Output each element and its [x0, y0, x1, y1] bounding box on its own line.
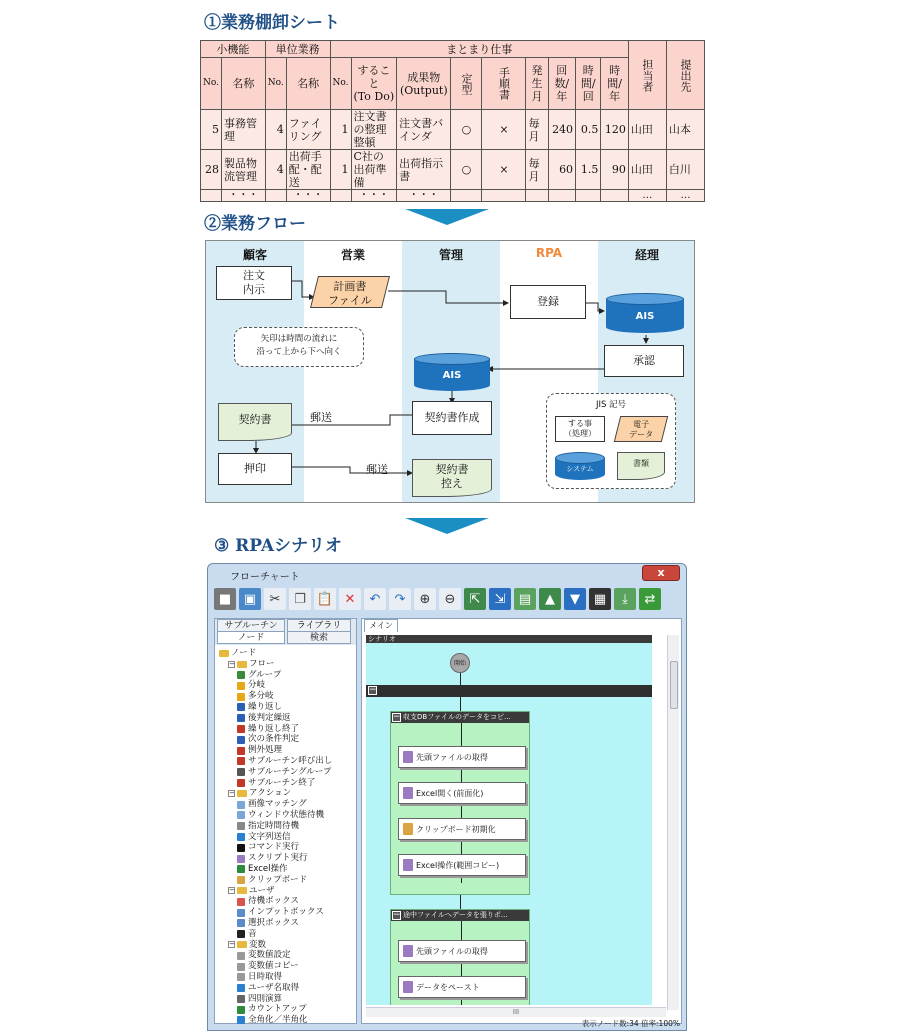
node-type-icon [237, 963, 245, 971]
cell-no1: 28 [201, 150, 222, 190]
clipboard-icon [403, 823, 413, 835]
tree-item[interactable] [219, 1004, 332, 1015]
delete-icon[interactable]: ✕ [339, 588, 361, 610]
tree-item[interactable] [219, 799, 332, 810]
tree-item-label: コマンド実行 [248, 842, 300, 853]
collapse-icon[interactable]: − [369, 685, 377, 695]
tree-folder[interactable] [219, 648, 332, 659]
flowchart-canvas[interactable] [366, 635, 652, 1005]
node-type-icon [237, 995, 245, 1003]
node-type-icon [237, 844, 245, 852]
node-type-icon [237, 714, 245, 722]
node-ais-accounting: AIS [606, 293, 684, 333]
tree-item-label: 音 [248, 928, 257, 939]
node-get-first-file-2[interactable]: 先頭ファイルの取得 [398, 940, 526, 962]
cell-name2: ファイリング [286, 110, 330, 150]
tab-library[interactable]: ライブラリ [287, 619, 351, 632]
lane-admin: 管理 [438, 248, 463, 262]
window-titlebar[interactable] [208, 564, 686, 584]
group-title: 途中ファイルへデータを張りポ... [391, 910, 529, 921]
node-tree [219, 648, 332, 1026]
group-title: 収支DBファイルのデータをコピ... [391, 712, 529, 723]
image-icon[interactable]: ▣ [239, 588, 261, 610]
window-title: フローチャート [230, 572, 300, 583]
node-type-icon [237, 725, 245, 733]
tree-item-label: 指定時間待機 [248, 820, 300, 831]
cell-output: 出荷指示書 [397, 150, 451, 190]
lane-customer: 顧客 [242, 248, 267, 262]
node-create-contract: 契約書作成 [412, 401, 492, 435]
cell-todo: 注文書の整理整頓 [351, 110, 397, 150]
down-arrow-1 [405, 209, 489, 225]
th-submit-to: 提出先 [666, 41, 704, 110]
tree-item-label: グループ [248, 669, 282, 680]
node-contract-copy: 契約書 控え [412, 459, 492, 497]
tree-folder[interactable] [219, 886, 332, 897]
node-excel-copy-range[interactable]: Excel操作(範囲コピー) [398, 854, 526, 876]
tree-item-label: 選択ボックス [248, 917, 299, 928]
edge-label-send-2: 郵送 [366, 463, 388, 476]
cell-output: 注文書バインダ [397, 110, 451, 150]
script-icon [403, 981, 413, 993]
tree-item[interactable] [219, 810, 332, 821]
node-type-icon [237, 703, 245, 711]
cell-month: 毎月 [526, 150, 548, 190]
th-unit-task: 単位業務 [265, 41, 330, 58]
tree-item-label: 分岐 [248, 680, 266, 691]
business-flow-diagram [205, 240, 695, 503]
tree-item[interactable] [219, 983, 332, 994]
paste-icon[interactable]: 📋 [314, 588, 336, 610]
th-manual: 手順書 [482, 58, 526, 110]
tree-folder[interactable] [219, 788, 332, 799]
tree-item-label: クリップボード [248, 874, 308, 885]
section-title-inventory: ①業務棚卸シート [204, 13, 340, 33]
tree-item-label: 繰り返し [248, 701, 283, 712]
cell-no3: 1 [330, 150, 351, 190]
tree-item[interactable] [219, 950, 332, 961]
node-type-icon [237, 693, 245, 701]
cell-routine: ○ [451, 150, 482, 190]
cell-submit-to: 白川 [666, 150, 704, 190]
th-hours-year: 時間/年 [601, 58, 629, 110]
tree-item[interactable] [219, 734, 332, 745]
node-type-icon [237, 779, 245, 787]
node-excel-open[interactable]: Excel開く(前面化) [398, 782, 526, 804]
node-type-icon [237, 1006, 245, 1014]
tree-item[interactable] [219, 972, 332, 983]
legend-jis [546, 393, 676, 489]
cell-manual: × [482, 150, 526, 190]
cell-no3: 1 [330, 110, 351, 150]
edge-label-send-1: 郵送 [310, 411, 332, 424]
scenario-editor [361, 618, 682, 1024]
node-plan-file: 計画書 ファイル [310, 276, 390, 308]
tree-item-label: 全角化／半角化 [248, 1015, 308, 1026]
run-icon[interactable]: ⇄ [639, 588, 661, 610]
redo-icon[interactable]: ↷ [389, 588, 411, 610]
cell-name2: 出荷手配・配送 [286, 150, 330, 190]
node-ais-admin: AIS [414, 353, 490, 391]
tree-item[interactable] [219, 713, 332, 724]
import-icon[interactable]: ⇲ [489, 588, 511, 610]
tree-item[interactable] [219, 853, 332, 864]
tree-item-label: ノード [231, 648, 257, 658]
tree-item-label: スクリプト実行 [248, 853, 308, 864]
th-person: 担当者 [628, 41, 666, 110]
node-type-icon [237, 671, 245, 679]
table-row [201, 150, 705, 190]
copy-icon[interactable]: ❐ [289, 588, 311, 610]
node-type-icon [237, 747, 245, 755]
cell-count: 60 [548, 150, 576, 190]
cell-hours-per: 1.5 [576, 150, 601, 190]
node-type-icon [237, 736, 245, 744]
tree-item[interactable] [219, 896, 332, 907]
tree-item[interactable] [219, 907, 332, 918]
folder-icon [237, 941, 247, 948]
tree-item[interactable] [219, 767, 332, 778]
node-paste-data[interactable]: データをペースト [398, 976, 526, 998]
cell-no2: 4 [265, 110, 286, 150]
script-icon [403, 787, 413, 799]
node-type-icon [237, 682, 245, 690]
tree-item-label: フロー [249, 658, 275, 669]
th-hours-per: 時間/回 [576, 58, 601, 110]
move-up-icon[interactable]: ▲ [539, 588, 561, 610]
script-icon [403, 751, 413, 763]
th-count: 回数/年 [548, 58, 576, 110]
cell-count: 240 [548, 110, 576, 150]
node-palette [214, 618, 357, 1024]
undo-icon[interactable]: ↶ [364, 588, 386, 610]
chart-icon[interactable]: ▤ [514, 588, 536, 610]
tree-item[interactable] [219, 680, 332, 691]
tree-folder[interactable] [219, 940, 332, 951]
th-no1: No. [201, 58, 222, 110]
zoom-in-icon[interactable]: ⊕ [414, 588, 436, 610]
cell-hours-year: 120 [601, 110, 629, 150]
node-type-icon [237, 768, 245, 776]
toolbar [214, 588, 682, 612]
node-type-icon [237, 865, 245, 873]
cell-person: 山田 [628, 150, 666, 190]
legend-title: JIS 記号 [595, 400, 627, 410]
tree-item-label: サブルーチン終了 [248, 777, 316, 788]
th-no2: No. [265, 58, 286, 110]
tree-item[interactable] [219, 745, 332, 756]
legend-system: システム [555, 452, 605, 480]
tree-item[interactable] [219, 778, 332, 789]
th-small-function: 小機能 [201, 41, 266, 58]
cut-icon[interactable]: ✂ [264, 588, 286, 610]
node-type-icon [237, 855, 245, 863]
th-name1: 名称 [222, 58, 266, 110]
cell-no1: 5 [201, 110, 222, 150]
node-clipboard-init[interactable]: クリップボード初期化 [398, 818, 526, 840]
script-icon [403, 859, 413, 871]
tree-item-label: 次の条件判定 [248, 734, 300, 745]
table-row-ellipsis: ・・・ ・・・ ・・・ ・・・ … … [201, 190, 705, 202]
node-type-icon [237, 757, 245, 765]
cell-todo: C社の出荷準備 [351, 150, 397, 190]
tree-item-label: アクション [249, 788, 292, 799]
tree-item-label: 画像マッチング [248, 799, 307, 810]
note-time-direction: 矢印は時間の流れに 沿って上から下へ向く [234, 327, 364, 367]
save-icon[interactable]: ⤓ [614, 588, 636, 610]
cell-no2: 4 [265, 150, 286, 190]
collapse-icon: − [229, 886, 235, 895]
move-down-icon[interactable]: ▼ [564, 588, 586, 610]
folder-icon [219, 650, 229, 657]
cell-routine: ○ [451, 110, 482, 150]
tree-item-label: インプットボックス [248, 907, 324, 918]
tree-folder[interactable] [219, 659, 332, 670]
legend-document: 書類 [617, 452, 665, 480]
node-type-icon [237, 822, 245, 830]
cell-hours-year: 90 [601, 150, 629, 190]
tree-item[interactable] [219, 702, 332, 713]
tree-item[interactable] [219, 724, 332, 735]
cell-submit-to: 山本 [666, 110, 704, 150]
tree-item-label: 変数値コピー [248, 961, 299, 972]
tree-item[interactable] [219, 875, 332, 886]
tree-item[interactable] [219, 961, 332, 972]
collapse-icon: − [229, 659, 235, 668]
group-copy-data[interactable] [390, 711, 530, 895]
th-routine: 定型 [451, 58, 482, 110]
tree-item-label: 文字列送信 [248, 831, 291, 842]
cell-hours-per: 0.5 [576, 110, 601, 150]
node-type-icon [237, 833, 245, 841]
start-node[interactable]: 開始 [450, 653, 470, 673]
tree-item-label: 変数 [249, 939, 267, 950]
cell-name1: 事務管理 [222, 110, 266, 150]
scenario-group-bar [366, 685, 652, 697]
tree-item-label: 例外処理 [248, 745, 283, 756]
collapse-icon: − [229, 940, 235, 949]
tree-item[interactable] [219, 918, 332, 929]
print-icon[interactable]: ▦ [589, 588, 611, 610]
section-title-rpa: ③ RPAシナリオ [214, 536, 342, 556]
scenario-header: シナリオ [366, 635, 652, 643]
legend-data: 電子 データ [614, 416, 668, 442]
tree-item-label: 後判定繰返 [248, 712, 291, 723]
new-icon[interactable]: ■ [214, 588, 236, 610]
tree-item[interactable] [219, 691, 332, 702]
script-icon [403, 945, 413, 957]
tree-item[interactable] [219, 842, 332, 853]
node-approve: 承認 [604, 345, 684, 377]
tree-item-label: サブルーチン呼び出し [248, 755, 333, 766]
down-arrow-2 [405, 518, 489, 534]
tree-item-label: 日時取得 [248, 971, 283, 982]
tree-item-label: 四則演算 [248, 993, 283, 1004]
status-bar: 表示ノード数:34 倍率:100% [581, 1019, 680, 1028]
inventory-table [200, 40, 705, 202]
tree-item[interactable] [219, 929, 332, 940]
horizontal-scrollbar[interactable]: III [366, 1007, 666, 1017]
tree-item[interactable] [219, 670, 332, 681]
tree-item[interactable] [219, 832, 332, 843]
lane-sales: 営業 [340, 248, 365, 262]
cell-name1: 製品物流管理 [222, 150, 266, 190]
node-get-first-file[interactable]: 先頭ファイルの取得 [398, 746, 526, 768]
th-work-group: まとまり仕事 [330, 41, 628, 58]
lane-accounting: 経理 [634, 248, 659, 262]
tab-main[interactable]: メイン [364, 619, 398, 632]
node-type-icon [237, 973, 245, 981]
export-icon[interactable]: ⇱ [464, 588, 486, 610]
node-type-icon [237, 919, 245, 927]
node-register: 登録 [510, 285, 586, 319]
collapse-icon[interactable]: − [393, 910, 401, 920]
node-type-icon [237, 952, 245, 960]
node-seal: 押印 [218, 453, 292, 485]
collapse-icon: − [229, 789, 235, 798]
node-contract: 契約書 [218, 403, 292, 441]
tree-item[interactable] [219, 756, 332, 767]
th-month: 発生月 [526, 58, 548, 110]
node-type-icon [237, 930, 245, 938]
group-paste-data[interactable] [390, 909, 530, 1005]
tab-node[interactable]: ノード [217, 631, 285, 644]
tree-item[interactable] [219, 1015, 332, 1026]
tree-item-label: 待機ボックス [248, 896, 299, 907]
tree-item-label: サブルーチングループ [248, 766, 332, 777]
folder-icon [237, 661, 247, 668]
tree-item-label: ウィンドウ状態待機 [248, 809, 324, 820]
tree-item-label: カウントアップ [248, 1004, 307, 1015]
table-row [201, 110, 705, 150]
cell-manual: × [482, 110, 526, 150]
legend-process: する事 （処理） [555, 416, 605, 442]
vertical-scrollbar[interactable] [667, 635, 679, 1010]
node-type-icon [237, 898, 245, 906]
th-no3: No. [330, 58, 351, 110]
node-type-icon [237, 984, 245, 992]
cell-month: 毎月 [526, 110, 548, 150]
collapse-icon[interactable]: − [393, 712, 401, 722]
tree-item-label: 繰り返し終了 [248, 723, 300, 734]
tree-item-label: ユーザ名取得 [248, 982, 300, 993]
node-type-icon [237, 801, 245, 809]
tree-item[interactable] [219, 864, 332, 875]
node-type-icon [237, 1016, 245, 1024]
node-type-icon [237, 811, 245, 819]
cell-person: 山田 [628, 110, 666, 150]
close-button[interactable]: x [642, 565, 680, 581]
tree-item[interactable] [219, 994, 332, 1005]
node-order: 注文 内示 [216, 266, 292, 300]
tree-item-label: ユーザ [249, 885, 275, 896]
tree-item-label: Excel操作 [248, 863, 288, 874]
tree-item[interactable] [219, 821, 332, 832]
flowchart-window [207, 563, 687, 1031]
tab-subroutine[interactable]: サブルーチン [217, 619, 285, 632]
tab-search[interactable]: 検索 [287, 631, 351, 644]
node-type-icon [237, 909, 245, 917]
section-title-flow: ②業務フロー [204, 214, 306, 234]
folder-icon [237, 790, 247, 797]
th-output: 成果物 (Output) [397, 58, 451, 110]
th-todo: すること (To Do) [351, 58, 397, 110]
th-name2: 名称 [286, 58, 330, 110]
node-type-icon [237, 876, 245, 884]
lane-rpa: RPA [535, 246, 563, 260]
folder-icon [237, 887, 247, 894]
tree-item-label: 多分岐 [248, 691, 274, 702]
tree-item-label: 変数値設定 [248, 950, 291, 961]
zoom-out-icon[interactable]: ⊖ [439, 588, 461, 610]
